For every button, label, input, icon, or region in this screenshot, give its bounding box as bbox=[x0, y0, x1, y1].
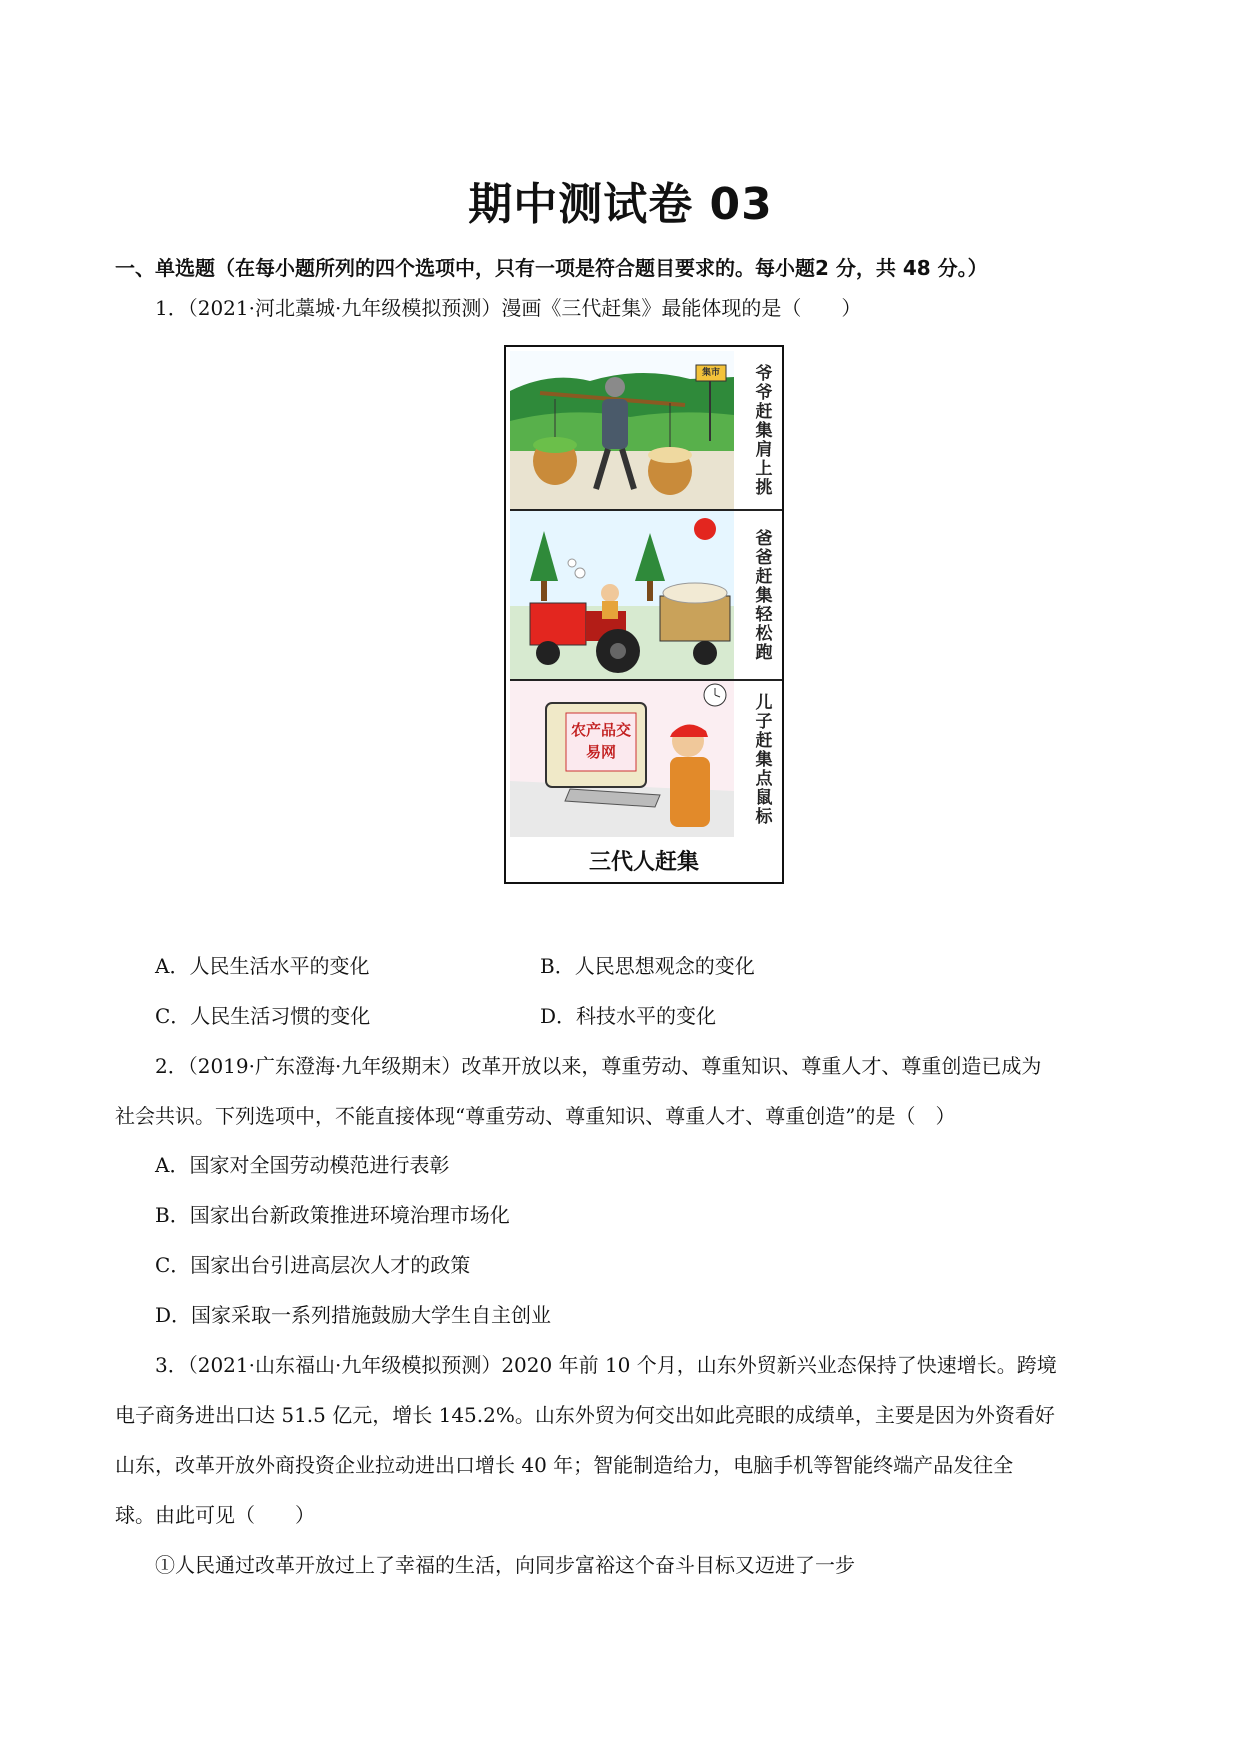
question-2-option-c[interactable]: C．国家出台引进高层次人才的政策 bbox=[155, 1253, 471, 1277]
question-2-stem-line-1: 2．（2019·广东澄海·九年级期末）改革开放以来，尊重劳动、尊重知识、尊重人才、尊重创造已成为 bbox=[155, 1054, 1042, 1078]
page-title: 期中测试卷 03 bbox=[468, 179, 773, 230]
father-scene-image bbox=[510, 511, 734, 679]
question-1-option-c[interactable]: C．人民生活习惯的变化 bbox=[155, 1004, 371, 1028]
question-1-option-d[interactable]: D．科技水平的变化 bbox=[540, 1004, 717, 1028]
cartoon-panel-father bbox=[510, 511, 782, 679]
question-2-stem-line-2: 社会共识。下列选项中，不能直接体现“尊重劳动、尊重知识、尊重人才、尊重创造”的是（ ） bbox=[115, 1104, 956, 1128]
cartoon-panel-grandfather bbox=[510, 351, 782, 509]
question-2-option-a[interactable]: A．国家对全国劳动模范进行表彰 bbox=[155, 1153, 450, 1177]
panel-2-label: 爸爸赶集轻松跑 bbox=[751, 528, 772, 662]
panel-1-label: 爷爷赶集肩上挑 bbox=[751, 363, 772, 497]
question-3-item-1: ①人民通过改革开放过上了幸福的生活，向同步富裕这个奋斗目标又迈进了一步 bbox=[155, 1553, 855, 1577]
question-3-stem-line-1: 3．（2021·山东福山·九年级模拟预测）2020 年前 10 个月，山东外贸新兴业态保持了快速增长。跨境 bbox=[155, 1353, 1057, 1377]
question-1-stem: 1．（2021·河北藁城·九年级模拟预测）漫画《三代赶集》最能体现的是（ ） bbox=[155, 296, 862, 320]
question-1-option-b[interactable]: B．人民思想观念的变化 bbox=[540, 954, 755, 978]
cartoon-panel-son bbox=[510, 681, 782, 837]
question-3-stem-line-4: 球。由此可见（ ） bbox=[115, 1503, 315, 1527]
question-3-stem-line-3: 山东，改革开放外商投资企业拉动进出口增长 40 年；智能制造给力，电脑手机等智能终端产品发往全 bbox=[115, 1453, 1014, 1477]
panel-3-label: 儿子赶集点鼠标 bbox=[751, 692, 772, 826]
section-heading: 一、单选题（在每小题所列的四个选项中，只有一项是符合题目要求的。每小题2 分，共 48 分。） bbox=[115, 256, 988, 280]
screen-text: 农产品交易网 bbox=[570, 721, 631, 761]
cartoon-figure bbox=[504, 345, 784, 884]
question-1-option-a[interactable]: A．人民生活水平的变化 bbox=[155, 954, 370, 978]
market-sign-text: 集市 bbox=[701, 368, 720, 378]
question-3-stem-line-2: 电子商务进出口达 51.5 亿元，增长 145.2%。山东外贸为何交出如此亮眼的成绩单，主要是因为外资看好 bbox=[115, 1403, 1055, 1427]
question-2-option-b[interactable]: B．国家出台新政策推进环境治理市场化 bbox=[155, 1203, 510, 1227]
figure-caption: 三代人赶集 bbox=[588, 850, 699, 875]
question-2-option-d[interactable]: D．国家采取一系列措施鼓励大学生自主创业 bbox=[155, 1303, 552, 1327]
